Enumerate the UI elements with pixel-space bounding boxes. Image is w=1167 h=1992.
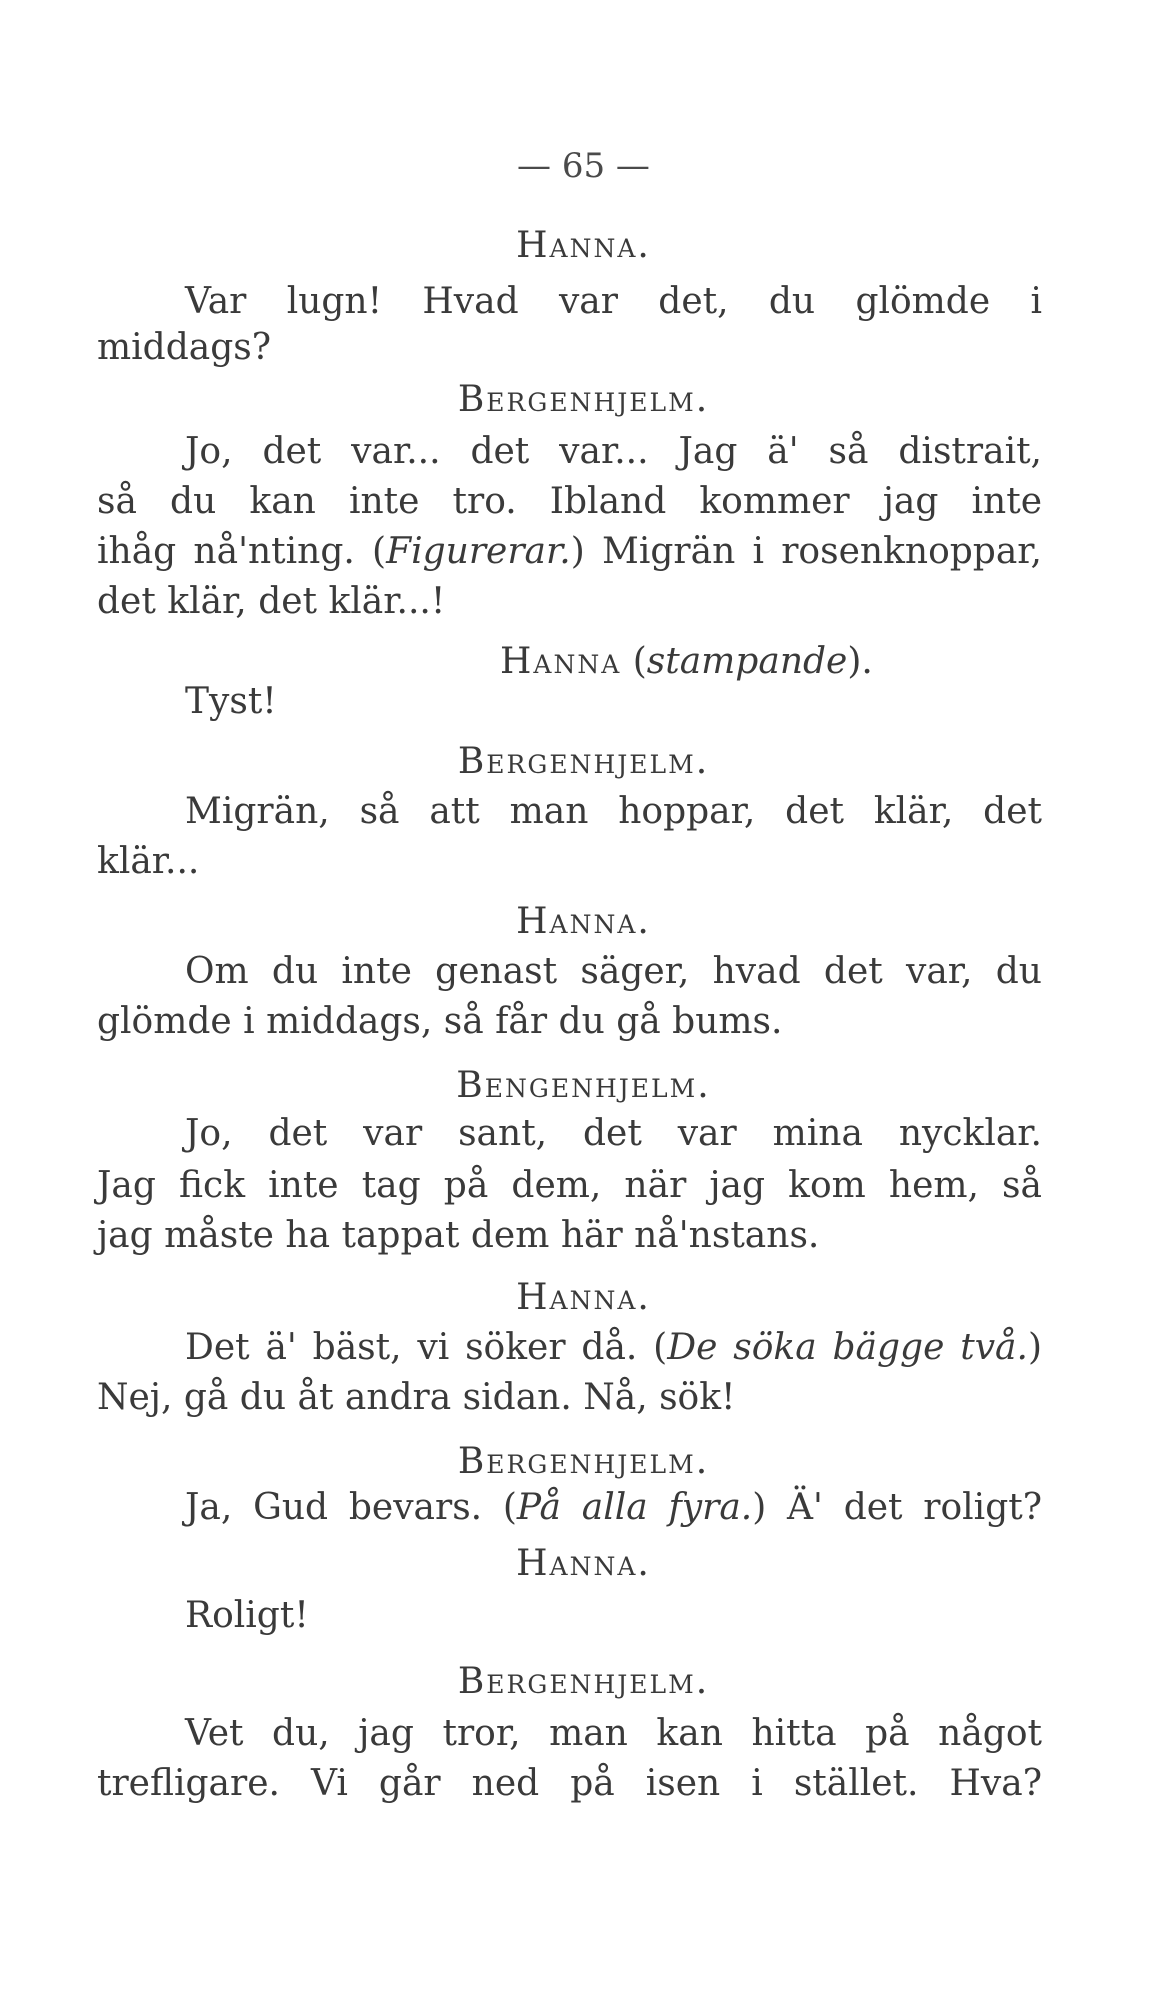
text-line: Jag fick inte tag på dem, när jag kom hem, så (97, 1165, 1042, 1206)
speaker-heading: Bergenhjelm. (457, 1441, 710, 1482)
text-fragment: Ja, Gud bevars. ( (185, 1487, 517, 1528)
speaker-heading: Hanna. (516, 225, 651, 266)
text-line: middags? (97, 327, 272, 368)
text-line: Nej, gå du åt andra sidan. Nå, sök! (97, 1377, 736, 1418)
speaker-heading: Hanna. (516, 1277, 651, 1318)
text-line (185, 1322, 1042, 1374)
text-fragment: Det ä' bäst, vi söker då. ( (185, 1327, 668, 1368)
speaker-heading: Bergenhjelm. (457, 379, 710, 420)
text-line: Roligt! (185, 1595, 309, 1636)
page-number: — 65 — (517, 146, 650, 186)
stage-direction: På alla fyra. (516, 1487, 753, 1528)
text-line: Tyst! (185, 681, 277, 722)
stage-direction: stampande (646, 641, 848, 682)
text-line (97, 526, 1042, 578)
text-line: klär... (97, 841, 200, 882)
speaker-heading: Bergenhjelm. (457, 741, 710, 782)
text-fragment: ( (621, 641, 647, 682)
text-line (185, 1482, 1042, 1534)
text-line: det klär, det klär...! (97, 581, 446, 622)
speaker-heading: Hanna. (516, 901, 651, 942)
text-line: Om du inte genast säger, hvad det var, du (185, 951, 1042, 992)
text-fragment: ). (847, 641, 873, 682)
text-line: Vet du, jag tror, man kan hitta på något (185, 1713, 1042, 1754)
text-line: så du kan inte tro. Ibland kommer jag inte (97, 481, 1042, 522)
text-fragment: ) Ä' det roligt? (752, 1487, 1043, 1528)
text-fragment: ) (1027, 1327, 1042, 1368)
stage-direction: Figurerar. (386, 531, 571, 572)
text-line: Var lugn! Hvad var det, du glömde i (185, 281, 1042, 322)
text-line: Jo, det var... det var... Jag ä' så distrait, (185, 431, 1042, 472)
speaker-heading: Hanna. (516, 1543, 651, 1584)
stage-direction: De söka bägge två. (667, 1327, 1028, 1368)
speaker-name: Hanna (500, 641, 622, 682)
text-line: jag måste ha tappat dem här nå'nstans. (97, 1215, 820, 1256)
text-line: trefligare. Vi går ned på isen i stället. Hva? (97, 1763, 1042, 1804)
text-fragment: ihåg nå'nting. ( (97, 531, 387, 572)
speaker-heading: Bengenhjelm. (456, 1065, 711, 1106)
speaker-heading: Bergenhjelm. (457, 1661, 710, 1702)
text-line: glömde i middags, så får du gå bums. (97, 1001, 783, 1042)
text-line: Jo, det var sant, det var mina nycklar. (185, 1113, 1042, 1154)
text-line: Migrän, så att man hoppar, det klär, det (185, 791, 1042, 832)
text-fragment: ) Migrän i rosenknoppar, (570, 531, 1042, 572)
